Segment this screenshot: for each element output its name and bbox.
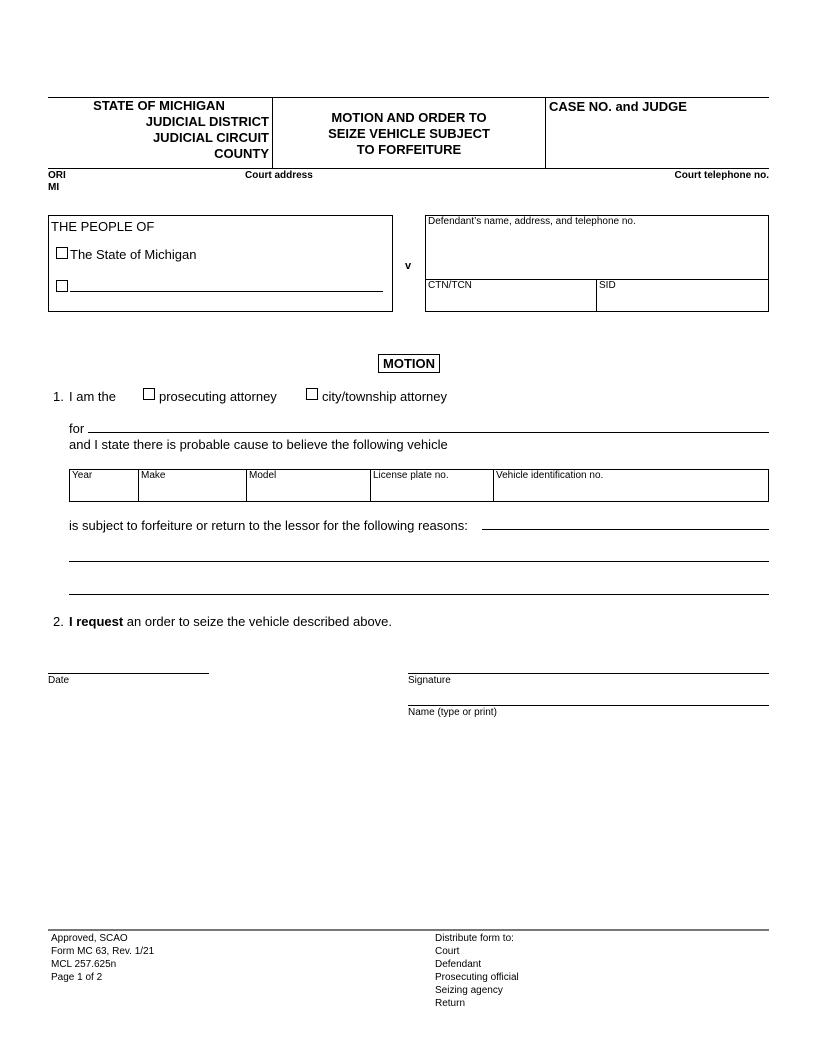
other-plaintiff-field[interactable]	[70, 291, 383, 292]
case-number-judge-label: CASE NO. and JUDGE	[549, 99, 687, 114]
court-district-line: JUDICIAL DISTRICT	[145, 114, 269, 129]
distribute-seizing-agency: Seizing agency	[435, 985, 503, 996]
item-1-number: 1.	[53, 389, 64, 404]
versus-label: v	[405, 260, 412, 272]
header-bottom-rule	[48, 168, 769, 169]
forfeiture-reasons-field-2[interactable]	[69, 561, 769, 562]
sid-field[interactable]	[598, 292, 768, 311]
distribute-heading: Distribute form to:	[435, 933, 514, 944]
forfeiture-reasons-field-1[interactable]	[482, 529, 769, 530]
date-label: Date	[48, 675, 70, 686]
ori-label: ORI	[48, 170, 66, 181]
item-2-number: 2.	[53, 614, 64, 629]
vehicle-plate-label: License plate no.	[373, 470, 449, 481]
city-township-attorney-checkbox[interactable]	[306, 388, 318, 400]
for-field[interactable]	[88, 432, 769, 433]
footer-form-number: Form MC 63, Rev. 1/21	[51, 946, 155, 957]
item-2-bold: I request	[69, 614, 124, 629]
item-2-text	[69, 614, 392, 629]
probable-cause-text: and I state there is probable cause to believe the following vehicle	[69, 437, 448, 452]
name-label: Name (type or print)	[408, 707, 497, 718]
vehicle-year-field[interactable]	[70, 483, 137, 501]
distribute-defendant: Defendant	[435, 959, 482, 970]
court-county-line: COUNTY	[214, 146, 269, 161]
vehicle-model-label: Model	[249, 470, 277, 481]
signature-label: Signature	[408, 675, 451, 686]
mi-label: MI	[48, 182, 60, 193]
vehicle-make-field[interactable]	[139, 483, 245, 501]
name-field[interactable]	[408, 705, 769, 706]
form-title-line-3: TO FORFEITURE	[356, 142, 462, 157]
item-2-rest: an order to seize the vehicle described above.	[123, 614, 393, 629]
court-circuit-line: JUDICIAL CIRCUIT	[152, 130, 269, 145]
ctn-field[interactable]	[427, 292, 595, 311]
defendant-label: Defendant’s name, address, and telephone no.	[428, 216, 636, 227]
signature-field[interactable]	[408, 673, 769, 674]
vehicle-vin-label: Vehicle identification no.	[496, 470, 604, 481]
footer-page: Page 1 of 2	[51, 972, 103, 983]
prosecuting-attorney-label: prosecuting attorney	[159, 389, 277, 404]
motion-heading: MOTION	[378, 354, 440, 373]
vehicle-plate-field[interactable]	[371, 483, 492, 501]
defendant-field[interactable]	[427, 229, 767, 278]
state-of-michigan-checkbox[interactable]	[56, 247, 68, 259]
distribute-prosecuting: Prosecuting official	[435, 972, 519, 983]
forfeiture-reasons-text: is subject to forfeiture or return to the lessor for the following reasons:	[69, 518, 468, 533]
form-title-line-1: MOTION AND ORDER TO	[331, 110, 487, 125]
people-of-label: THE PEOPLE OF	[51, 219, 155, 234]
footer-rule	[48, 929, 769, 931]
date-field[interactable]	[48, 673, 209, 674]
state-of-michigan-label: The State of Michigan	[70, 247, 197, 262]
court-telephone-label: Court telephone no.	[674, 170, 769, 181]
for-label: for	[69, 421, 85, 436]
ctn-sid-divider	[596, 279, 597, 312]
vehicle-year-label: Year	[72, 470, 93, 481]
footer-mcl: MCL 257.625n	[51, 959, 117, 970]
city-township-attorney-label: city/township attorney	[322, 389, 448, 404]
distribute-court: Court	[435, 946, 460, 957]
vehicle-model-field[interactable]	[247, 483, 369, 501]
sid-label: SID	[599, 280, 616, 291]
ctn-label: CTN/TCN	[428, 280, 472, 291]
vehicle-vin-field[interactable]	[494, 483, 768, 501]
distribute-return: Return	[435, 998, 466, 1009]
other-plaintiff-checkbox[interactable]	[56, 280, 68, 292]
prosecuting-attorney-checkbox[interactable]	[143, 388, 155, 400]
vehicle-make-label: Make	[141, 470, 166, 481]
defendant-ctn-rule	[425, 279, 769, 280]
forfeiture-reasons-field-3[interactable]	[69, 594, 769, 595]
footer-approved: Approved, SCAO	[51, 933, 128, 944]
item-1-lead: I am the	[69, 389, 116, 404]
court-state-line: STATE OF MICHIGAN	[93, 98, 225, 113]
court-address-label: Court address	[245, 170, 313, 181]
case-number-field[interactable]	[546, 116, 768, 167]
form-title-line-2: SEIZE VEHICLE SUBJECT	[328, 126, 490, 141]
